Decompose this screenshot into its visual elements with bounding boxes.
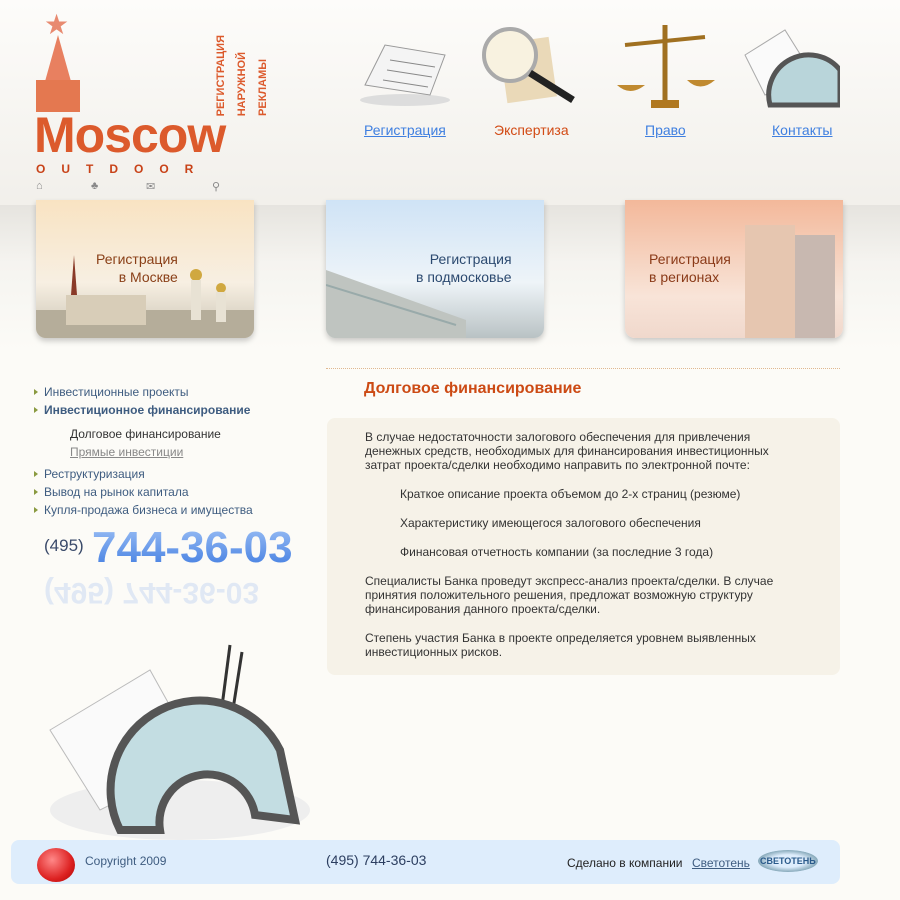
scales-icon[interactable]	[615, 15, 715, 110]
wax-seal-icon	[37, 848, 75, 882]
home-icon[interactable]: ⌂	[36, 180, 43, 192]
submenu-item[interactable]: Прямые инвестиции	[70, 445, 184, 459]
nav-law[interactable]: Право	[645, 122, 686, 138]
documents-icon[interactable]	[355, 15, 455, 110]
menu-item[interactable]: Вывод на рынок капитала	[34, 484, 253, 502]
menu-item[interactable]: Купля-продажа бизнеса и имущества	[34, 502, 253, 520]
menu-item-active[interactable]: Инвестиционное финансирование	[34, 402, 253, 420]
nav-contacts[interactable]: Контакты	[772, 122, 833, 138]
logo[interactable]	[34, 10, 279, 178]
side-menu	[34, 384, 253, 520]
banner-moscow[interactable]	[36, 200, 254, 338]
banner-line1: Регистрация	[649, 251, 731, 267]
logo-word: Moscow	[34, 107, 226, 163]
paragraph: Специалисты Банка проведут экспресс-анализ проекта/сделки. В случае принятия положительного решения, предложат возможную структуру финансирования данного проекта/сделки.	[365, 574, 774, 616]
page-title: Долговое финансирование	[364, 380, 582, 397]
tagline-1: РЕГИСТРАЦИЯ	[215, 34, 227, 116]
phone-number: 744-36-03	[92, 523, 293, 572]
banner-region[interactable]	[326, 200, 544, 338]
magnifier-icon[interactable]	[478, 15, 578, 110]
company-logo[interactable]: СВЕТОТЕНЬ	[758, 850, 818, 872]
paragraph: В случае недостаточности залогового обеспечения для привлечения денежных средств, необходимых для финансирования инвестиционных затрат проекта/сделки необходимо направить по электронной почте:	[365, 430, 769, 472]
banner-line2: в подмосковье	[416, 269, 512, 285]
banner-line1: Регистрация	[96, 251, 178, 267]
banner-line2: в регионах	[649, 269, 720, 285]
list-item: Характеристику имеющегося залогового обеспечения	[400, 516, 701, 530]
footer-phone: (495) 744-36-03	[326, 852, 427, 868]
banner-regions[interactable]	[625, 200, 843, 338]
nav-expertise[interactable]: Экспертиза	[494, 122, 569, 138]
sitemap-icon[interactable]: ♣	[91, 180, 99, 192]
phone-reflection: (495) 744-36-03	[44, 576, 260, 609]
star-icon: ★	[44, 9, 70, 40]
spire-icon	[44, 35, 72, 85]
phone-code: (495)	[44, 536, 84, 555]
logo-sub: OUTDOOR	[36, 162, 210, 176]
submenu-item-active[interactable]: Долговое финансирование	[70, 427, 221, 441]
envelope-stand-icon[interactable]	[740, 15, 840, 110]
tagline-3: РЕКЛАМЫ	[257, 59, 269, 116]
nav-registration[interactable]: Регистрация	[364, 122, 446, 138]
tagline-2: НАРУЖНОЙ	[236, 51, 248, 116]
company-link[interactable]: Светотень	[692, 856, 750, 870]
banner-line1: Регистрация	[429, 251, 512, 267]
banner-line2: в Москве	[118, 269, 178, 285]
paragraph: Степень участия Банка в проекте определяется уровнем выявленных инвестиционных рисков.	[365, 631, 756, 659]
divider	[326, 368, 840, 369]
copyright: Copyright 2009	[85, 854, 167, 868]
search-icon[interactable]: ⚲	[212, 181, 221, 193]
mail-icon[interactable]: ✉	[146, 181, 156, 193]
footer	[11, 840, 840, 884]
menu-item[interactable]: Реструктуризация	[34, 466, 253, 484]
made-by-label: Сделано в компании	[567, 856, 683, 870]
envelope-stand-image	[30, 640, 330, 840]
list-item: Краткое описание проекта объемом до 2-х страниц (резюме)	[400, 487, 741, 501]
list-item: Финансовая отчетность компании (за последние 3 года)	[400, 545, 714, 559]
content-box	[327, 418, 840, 675]
menu-item[interactable]: Инвестиционные проекты	[34, 384, 253, 402]
